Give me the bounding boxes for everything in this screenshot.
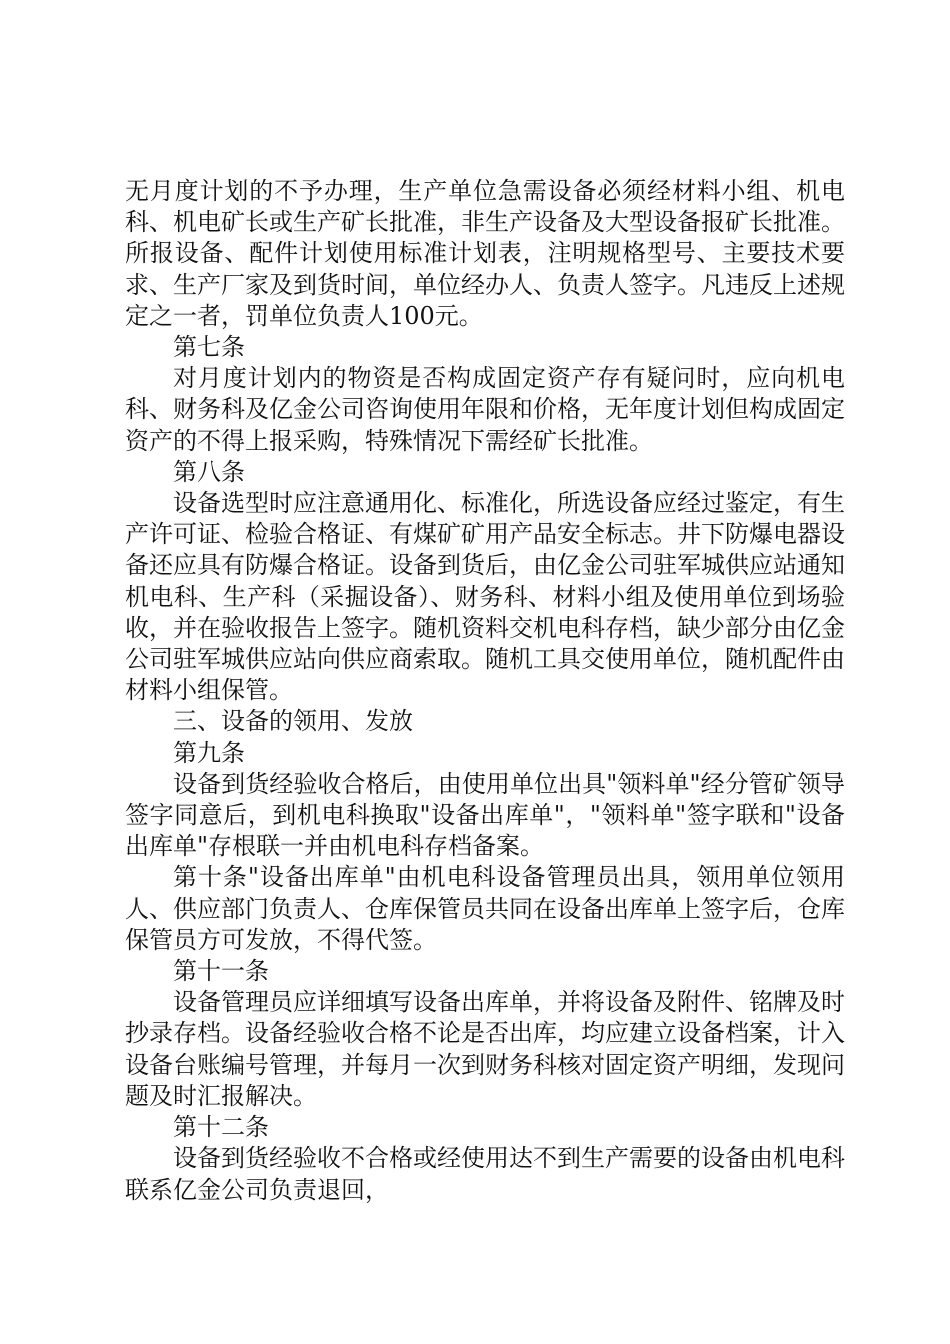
article-heading-11: 第十一条 <box>173 957 269 986</box>
document-body <box>125 176 845 1206</box>
article-heading-8: 第八条 <box>173 457 245 486</box>
article-heading-9: 第九条 <box>173 738 245 767</box>
paragraph-article-7: 对月度计划内的物资是否构成固定资产存有疑问时，应向机电科、财务科及亿金公司咨询使用年限和价格，无年度计划但构成固定资产的不得上报采购，特殊情况下需经矿长批准。 <box>125 364 845 455</box>
paragraph-article-8: 设备选型时应注意通用化、标准化，所选设备应经过鉴定，有生产许可证、检验合格证、有煤矿矿用产品安全标志。井下防爆电器设备还应具有防爆合格证。设备到货后，由亿金公司驻军城供应站通知机电科、生产科（采掘设备）、财务科、材料小组及使用单位到场验收，并在验收报告上签字。随机资料交机电科存档，缺少部分由亿金公司驻军城供应站向供应商索取。随机工具交使用单位，随机配件由材料小组保管。 <box>125 489 845 705</box>
article-heading-12: 第十二条 <box>173 1113 269 1142</box>
paragraph-continuation: 无月度计划的不予办理，生产单位急需设备必须经材料小组、机电科、机电矿长或生产矿长批准，非生产设备及大型设备报矿长批准。所报设备、配件计划使用标准计划表，注明规格型号、主要技术要求、生产厂家及到货时间，单位经办人、负责人签字。凡违反上述规定之一者，罚单位负责人100元。 <box>125 177 845 330</box>
paragraph-article-10: 第十条"设备出库单"由机电科设备管理员出具，领用单位领用人、供应部门负责人、仓库保管员共同在设备出库单上签字后，仓库保管员方可发放，不得代签。 <box>125 863 845 954</box>
paragraph-article-9: 设备到货经验收合格后，由使用单位出具"领料单"经分管矿领导签字同意后，到机电科换取"设备出库单"，"领料单"签字联和"设备出库单"存根联一并由机电科存档备案。 <box>125 769 845 861</box>
section-heading-3: 三、设备的领用、发放 <box>173 707 413 736</box>
paragraph-article-12: 设备到货经验收不合格或经使用达不到生产需要的设备由机电科联系亿金公司负责退回， <box>125 1144 845 1204</box>
paragraph-article-11: 设备管理员应详细填写设备出库单，并将设备及附件、铭牌及时抄录存档。设备经验收合格不论是否出库，均应建立设备档案，计入设备台账编号管理，并每月一次到财务科核对固定资产明细，发现问题及时汇报解决。 <box>125 988 845 1110</box>
article-heading-7: 第七条 <box>173 333 245 362</box>
